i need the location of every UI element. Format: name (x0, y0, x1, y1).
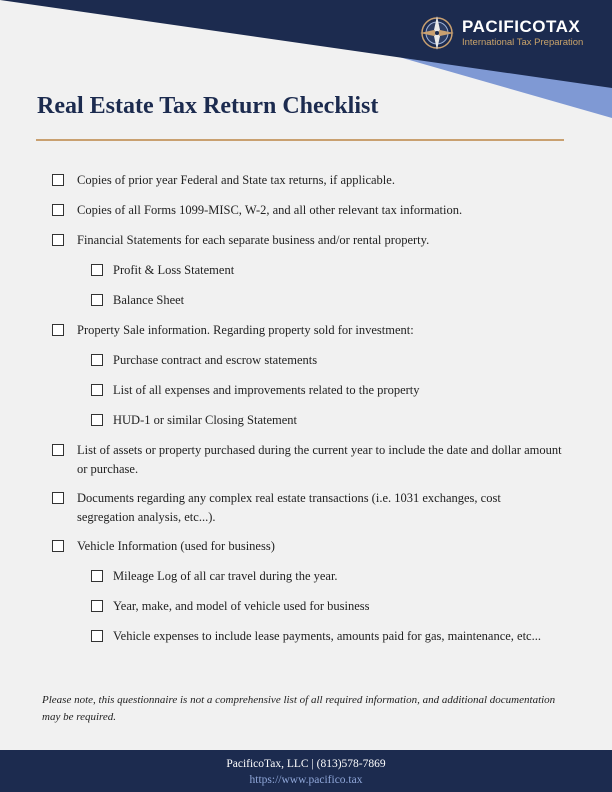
checkbox[interactable] (91, 294, 103, 306)
disclaimer: Please note, this questionnaire is not a comprehensive list of all required information, and additional documentation may be required. (42, 694, 556, 723)
checklist-item (52, 489, 552, 527)
checkbox[interactable] (91, 414, 103, 426)
checklist-subitem-label: Purchase contract and escrow statements (113, 353, 318, 367)
company-logo (418, 14, 598, 54)
checklist-item-label: Vehicle Information (used for business) (77, 539, 275, 553)
checkbox[interactable] (91, 354, 103, 366)
checklist-subitem (91, 411, 561, 430)
checklist-subitem-label: Profit & Loss Statement (113, 263, 235, 277)
checklist-item-label: Copies of prior year Federal and State tax returns, if applicable. (77, 173, 395, 187)
checklist-item-label: Documents regarding any complex real estate transactions (i.e. 1031 exchanges, cost segregation analysis, etc...). (77, 491, 501, 524)
checklist-subitem (91, 381, 561, 400)
checkbox[interactable] (52, 174, 64, 186)
checklist-subitem (91, 261, 561, 280)
checklist-subitem-label: Mileage Log of all car travel during the year. (113, 569, 338, 583)
checkbox[interactable] (52, 204, 64, 216)
checkbox[interactable] (52, 444, 64, 456)
logo-tagline: International Tax Preparation (462, 37, 584, 48)
checklist-subitem-label: HUD-1 or similar Closing Statement (113, 413, 298, 427)
checkbox[interactable] (52, 492, 64, 504)
checklist-item-label: Copies of all Forms 1099-MISC, W-2, and all other relevant tax information. (77, 203, 463, 217)
compass-icon (418, 14, 456, 52)
checkbox[interactable] (91, 264, 103, 276)
checkbox[interactable] (91, 630, 103, 642)
footer-contact: PacificoTax, LLC | (813)578-7869 (226, 758, 386, 770)
checklist-item-label: Property Sale information. Regarding property sold for investment: (77, 323, 414, 337)
checklist-subitem-label: Vehicle expenses to include lease payments, amounts paid for gas, maintenance, etc... (113, 629, 541, 643)
footer (0, 750, 612, 792)
checklist-item (52, 201, 562, 220)
checklist-item-label: List of assets or property purchased during the current year to include the date and dollar amount or purchase. (77, 443, 562, 476)
checklist-item (52, 231, 562, 250)
checkbox[interactable] (52, 234, 64, 246)
checkbox[interactable] (52, 540, 64, 552)
checkbox[interactable] (52, 324, 64, 336)
checkbox[interactable] (91, 600, 103, 612)
page-title: Real Estate Tax Return Checklist (37, 93, 379, 119)
checklist-subitem (91, 627, 561, 646)
checklist-subitem (91, 351, 561, 370)
checklist-subitem-label: Balance Sheet (113, 293, 185, 307)
checklist-subitem (91, 291, 561, 310)
checklist-subitem-label: Year, make, and model of vehicle used for business (113, 599, 370, 613)
checklist-item (52, 537, 562, 556)
checklist-item-label: Financial Statements for each separate business and/or rental property. (77, 233, 430, 247)
title-divider (36, 139, 564, 141)
checkbox[interactable] (91, 384, 103, 396)
checklist-item (52, 321, 562, 340)
footer-website-link[interactable]: https://www.pacifico.tax (249, 774, 363, 786)
checklist-subitem (91, 597, 561, 616)
checklist-item (52, 171, 562, 190)
checkbox[interactable] (91, 570, 103, 582)
logo-name: PACIFICOTAX (462, 17, 581, 36)
checklist-subitem-label: List of all expenses and improvements related to the property (113, 383, 420, 397)
checklist-item (52, 441, 570, 479)
checklist-subitem (91, 567, 561, 586)
